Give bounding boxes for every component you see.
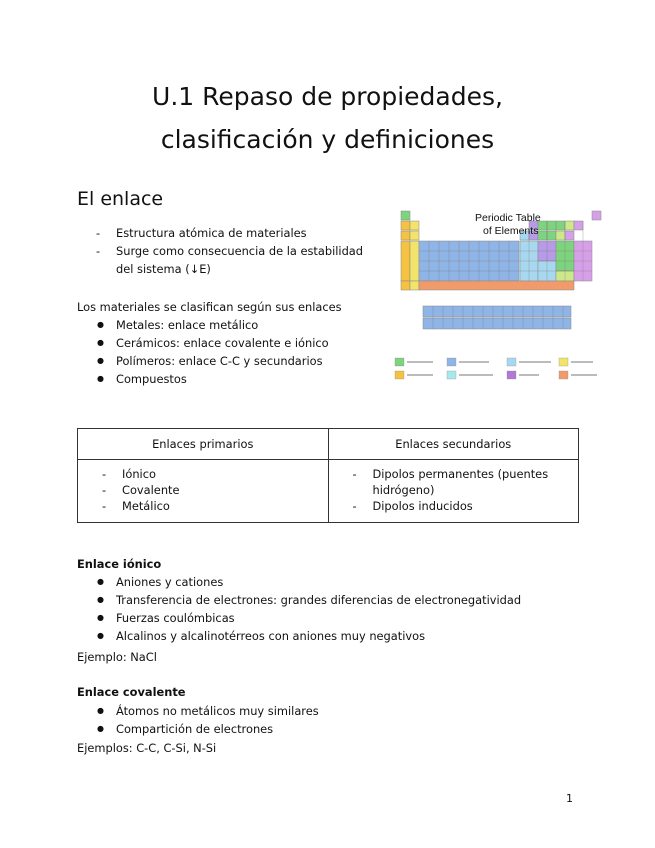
page-title-line-1: U.1 Repaso de propiedades,: [152, 82, 503, 111]
covalent-list: [96, 702, 319, 738]
list-item: ● Compartición de electrones: [96, 720, 319, 738]
covalent-heading: Enlace covalente: [77, 685, 186, 699]
periodic-title-1: Periodic Table: [475, 212, 541, 224]
enlace-dash-list: [96, 224, 376, 278]
periodic-table-image: [387, 203, 605, 385]
list-item: ● Aniones y cationes: [96, 573, 521, 591]
ionic-example: Ejemplo: NaCl: [77, 650, 157, 664]
page-number: 1: [566, 792, 573, 805]
section-heading: El enlace: [77, 188, 164, 210]
list-item: - Metálico: [102, 498, 318, 514]
table-cell-secondary: [328, 460, 579, 523]
periodic-title-2: of Elements: [483, 225, 539, 237]
table-header-secondary: Enlaces secundarios: [328, 429, 579, 460]
list-item: ● Alcalinos y alcalinotérreos con aniones muy negativos: [96, 627, 521, 645]
list-item: - Covalente: [102, 482, 318, 498]
page-title-line-2: clasificación y definiciones: [160, 125, 495, 154]
list-item: ● Compuestos: [96, 370, 329, 388]
ionic-heading: Enlace iónico: [77, 557, 162, 571]
periodic-table-graphic: [387, 203, 605, 385]
list-item: ● Transferencia de electrones: grandes diferencias de electronegatividad: [96, 591, 521, 609]
list-item: ● Polímeros: enlace C-C y secundarios: [96, 352, 329, 370]
classify-text: Los materiales se clasifican según sus enlaces: [77, 300, 342, 314]
list-item: - Estructura atómica de materiales: [96, 224, 376, 242]
list-item: - Dipolos permanentes (puentes hidrógeno): [353, 466, 569, 498]
table-cell-primary: [78, 460, 329, 523]
list-item: - Surge como consecuencia de la estabilidad del sistema (↓E): [96, 242, 376, 278]
list-item: ● Átomos no metálicos muy similares: [96, 702, 319, 720]
list-item: ● Cerámicos: enlace covalente e iónico: [96, 334, 329, 352]
list-item: ● Fuerzas coulómbicas: [96, 609, 521, 627]
list-item: - Dipolos inducidos: [353, 498, 569, 514]
bond-types-table: [77, 428, 579, 523]
classify-list: [96, 316, 329, 388]
table-header-primary: Enlaces primarios: [78, 429, 329, 460]
covalent-example: Ejemplos: C-C, C-Si, N-Si: [77, 741, 217, 755]
list-item: ● Metales: enlace metálico: [96, 316, 329, 334]
ionic-list: [96, 573, 521, 645]
list-item: - Iónico: [102, 466, 318, 482]
